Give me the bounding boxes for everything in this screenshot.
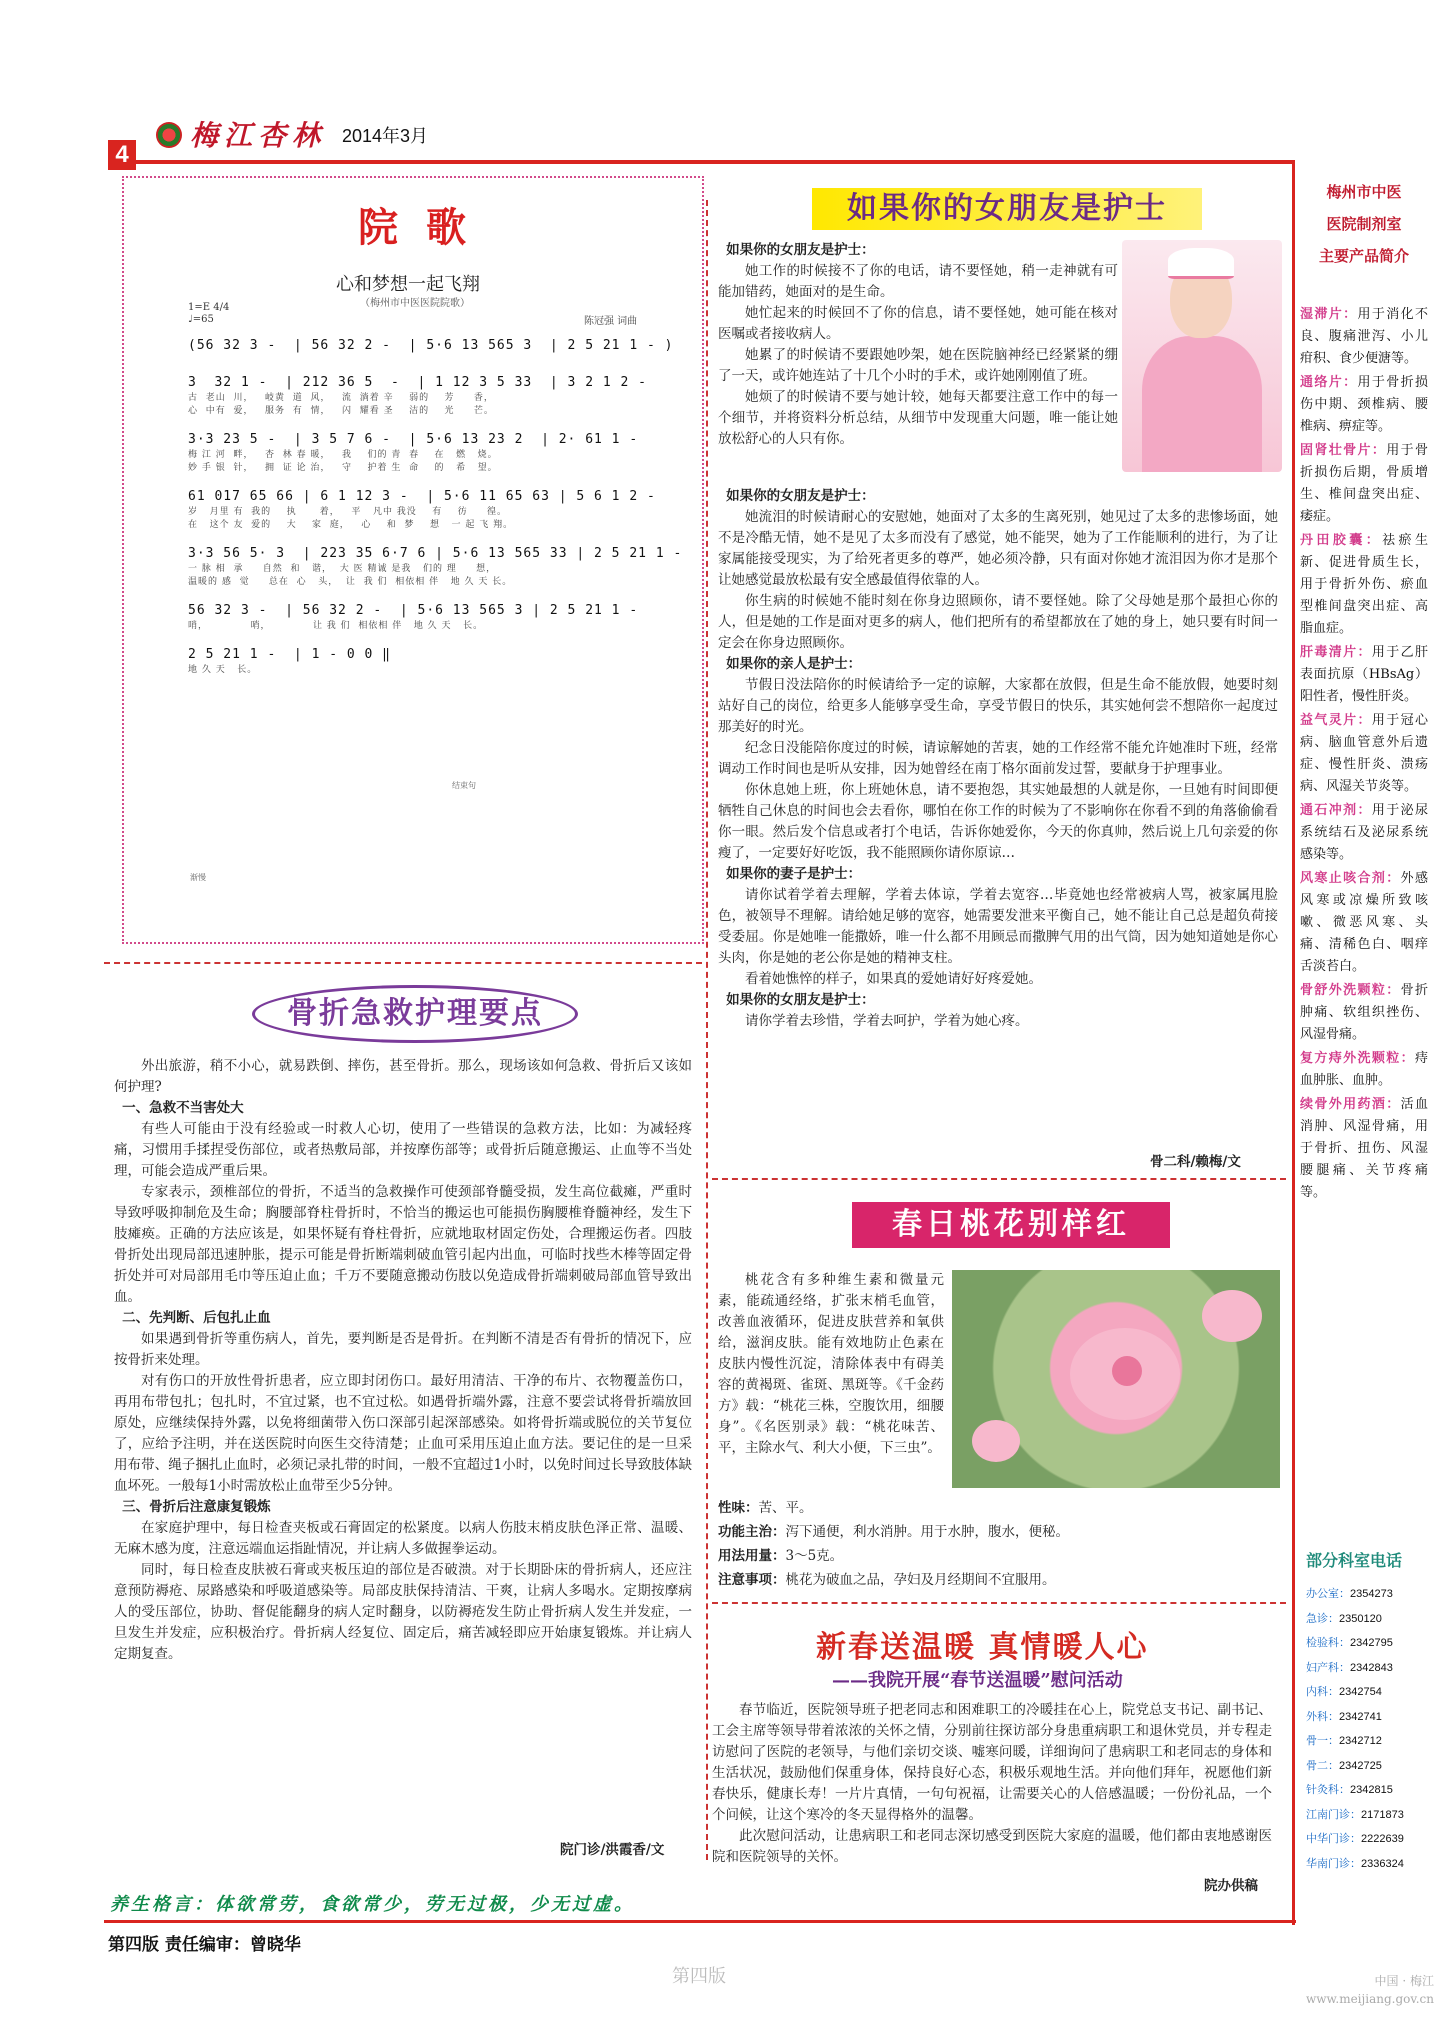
sidebar-title	[1302, 176, 1426, 272]
tempo-mark: ♩=65	[188, 314, 214, 325]
warmth-subtitle: ——我院开展“春节送温暖”慰问活动	[832, 1670, 1123, 1691]
score-line	[188, 647, 688, 675]
site-watermark	[1248, 1972, 1434, 2008]
product-name: 复方痔外洗颗粒：	[1300, 1051, 1415, 1066]
score-notes: 61 017 65 66 | 6 1 12 3 - | 5·6 11 65 63 | 5 6 1 2 -	[188, 489, 656, 504]
product-name: 续骨外用药酒：	[1300, 1097, 1401, 1112]
product-desc: 祛瘀生新、促进骨质生长，用于骨折外伤、瘀血型椎间盘突出症、高脂血症。	[1300, 533, 1428, 636]
paragraph: 春节临近，医院领导班子把老同志和困难职工的冷暖挂在心上，院党总支书记、副书记、工会主席等领导带着浓浓的关怀之情，分别前往探访部分身患重病职工和退休党员，并专程走访慰问了医院的老领导，与他们亲切交谈、嘘寒问暖，详细询问了患病职工和老同志的身体和生活状况，鼓励他们保重身体，保持良好心态，积极乐观地生活。并向他们拜年，祝愿他们新春快乐，健康长寿！一片片真情，一句句祝福，让需要关心的人倍感温暖；一份份礼品，一个个问候，让这个寒冷的冬天显得格外的温馨。	[712, 1702, 1272, 1823]
product-desc: 用于骨折损伤后期，骨质增生、椎间盘突出症、痿症。	[1300, 443, 1428, 524]
section-heading: 如果你的女朋友是护士：	[726, 992, 875, 1008]
girlfriend-body-top	[718, 240, 1118, 450]
score-notation	[188, 338, 688, 691]
peach-intro-text: 桃花含有多种维生素和微量元素，能疏通经络，扩张末梢毛血管，改善血液循环，促进皮肤营养和氧供给，滋润皮肤。能有效地防止色素在皮肤内慢性沉淀，清除体表中有碍美容的黄褐斑、雀斑、黑斑等。《千金药方》载：“桃花三株，空腹饮用，细腰身”。《名医别录》载：“桃花味苦、平，主除水气、利大小便，下三虫”。	[718, 1272, 944, 1456]
phone-row	[1306, 1607, 1432, 1632]
product-desc: 用于骨折损伤中期、颈椎病、腰椎病、痹症等。	[1300, 375, 1428, 434]
product-item	[1300, 980, 1428, 1046]
phone-label: 急诊：	[1306, 1612, 1339, 1625]
column-divider	[706, 200, 708, 1860]
paragraph: 她累了的时候请不要跟她吵架，她在医院脑神经已经紧紧的绷了一天，或许她连站了十几个小时的手术，或许她刚刚值了班。	[718, 347, 1118, 384]
fracture-byline: 院门诊/洪霞香/文	[560, 1842, 665, 1858]
paragraph: 有些人可能由于没有经验或一时救人心切，使用了一些错误的急救方法，比如：为减轻疼痛，习惯用手揉捏受伤部位，或者热敷局部，并按摩伤部等；或骨折后随意搬运、止血等不当处理，可能会造成严重后果。	[114, 1121, 692, 1179]
property-key: 功能主治：	[718, 1524, 786, 1540]
paragraph: 你生病的时候她不能时刻在你身边照顾你，请不要怪她。除了父母她是那个最担心你的人，但是她的工作是面对更多的病人，他们把所有的希望都放在了她的身上，她只要有时间一定会在你身边照顾你。	[718, 593, 1278, 651]
product-desc: 用于冠心病、脑血管意外后遗症、慢性肝炎、溃疡病、风湿关节炎等。	[1300, 713, 1428, 794]
section-divider-left	[104, 962, 702, 964]
score-line	[188, 603, 688, 631]
property-value: 桃花为破血之品，孕妇及月经期间不宜服用。	[785, 1572, 1056, 1588]
section-heading: 三、骨折后注意康复锻炼	[122, 1499, 271, 1515]
property-key: 性味：	[718, 1500, 759, 1516]
song-title: 心和梦想一起飞翔	[336, 274, 480, 295]
product-item	[1300, 304, 1428, 370]
girlfriend-body-bottom	[718, 486, 1278, 1032]
paragraph: 节假日没法陪你的时候请给予一定的谅解，大家都在放假，但是生命不能放假，她要时刻站好自己的岗位，给更多人能够享受生命，享受节假日的快乐，其实她何尝不想陪你一起度过那美好的时光。	[718, 677, 1278, 735]
score-notes: 3 32 1 - | 212 36 5 - | 1 12 3 5 33 | 3 2 1 2 -	[188, 375, 647, 390]
warmth-body	[712, 1700, 1272, 1868]
section-heading: 二、先判断、后包扎止血	[122, 1310, 271, 1326]
phone-label: 内科：	[1306, 1686, 1339, 1698]
product-name: 丹田胶囊：	[1300, 533, 1383, 548]
score-notes: (56 32 3 - | 56 32 2 - | 5·6 13 565 3 | 2 5 21 1 - )	[188, 338, 674, 353]
masthead-title: 梅江杏林	[190, 119, 327, 152]
section-heading: 如果你的女朋友是护士：	[726, 488, 875, 504]
product-list	[1300, 304, 1428, 1206]
score-line	[188, 338, 688, 353]
score-lyric: 岁 月里 有 我的 执 着， 平 凡中 我没 有 彷 徨。	[188, 507, 507, 517]
product-name: 益气灵片：	[1300, 713, 1372, 728]
phone-row	[1306, 1754, 1432, 1779]
phone-label: 外科：	[1306, 1710, 1339, 1723]
hospital-logo-icon	[156, 122, 182, 148]
song-subtitle: （梅州市中医医院院歌）	[360, 298, 470, 309]
phone-row	[1306, 1827, 1432, 1852]
warmth-byline: 院办供稿	[1204, 1878, 1258, 1894]
product-item	[1300, 530, 1428, 640]
score-lyric: 妙 手 银 针， 拥 证 论 治， 守 护着 生 命 的 希 望。	[188, 463, 498, 473]
watermark-line-1: 中国 · 梅江	[1374, 1974, 1434, 1988]
phone-row	[1306, 1803, 1432, 1828]
page-number-badge: 4	[108, 140, 136, 170]
score-line	[188, 432, 688, 473]
peach-title: 春日桃花别样红	[852, 1202, 1170, 1248]
paragraph: 请你学着去珍惜，学着去呵护，学着为她心疼。	[745, 1013, 1029, 1029]
paragraph: 她流泪的时候请耐心的安慰她，她面对了太多的生离死别，她见过了太多的悲惨场面，她不是冷酷无情，她不是见了太多而没有了感觉，她不能哭，她为了工作能顺利的进行，为了让家属能接受现实，为了给死者更多的尊严，她必须冷静，只有面对你她才流泪因为你才是那个让她感觉最放松最有安全感最值得依靠的人。	[718, 509, 1278, 588]
coda-label: 结束句	[452, 781, 476, 790]
paragraph: 此次慰问活动，让患病职工和老同志深切感受到医院大家庭的温暖，他们都由衷地感谢医院和医院领导的关怀。	[712, 1828, 1272, 1865]
paragraph: 专家表示，颈椎部位的骨折，不适当的急救操作可使颈部脊髓受损，发生高位截瘫，严重时导致呼吸抑制危及生命；胸腰部脊柱骨折时，不恰当的搬运也可能损伤胸腰椎脊髓神经，发生下肢瘫痪。正确的方法应该是，如果怀疑有脊柱骨折，应就地取材固定伤处，合理搬运伤者。四肢骨折处出现局部迅速肿胀，提示可能是骨折断端刺破血管引起内出血，可临时找些木棒等固定骨折处并可对局部用毛巾等压迫止血；千万不要随意搬动伤肢以免造成骨折端刺破局部血管导致出血。	[114, 1184, 692, 1305]
phone-row	[1306, 1729, 1432, 1754]
girlfriend-byline: 骨二科/赖梅/文	[1150, 1154, 1241, 1170]
score-line	[188, 489, 688, 530]
phone-label: 妇产科：	[1306, 1661, 1350, 1674]
health-motto: 养生格言：体欲常劳，食欲常少，劳无过极，少无过虚。	[110, 1894, 635, 1915]
score-lyric: 一 脉 相 承 自然 和 谐， 大 医 精诚 是我 们的 理 想，	[188, 564, 497, 574]
score-notes: 3·3 56 5· 3 | 223 35 6·7 6 | 5·6 13 565 33 | 2 5 21 1 -	[188, 546, 683, 561]
peach-property	[718, 1496, 1278, 1520]
product-desc: 用于消化不良、腹痛泄泻、小儿疳积、食少便溏等。	[1300, 307, 1428, 366]
phone-label: 检验科：	[1306, 1637, 1350, 1649]
section-divider-right-1	[712, 1178, 1286, 1180]
section-heading: 一、急救不当害处大	[122, 1100, 244, 1116]
product-item	[1300, 868, 1428, 978]
paragraph: 如果遇到骨折等重伤病人，首先，要判断是否是骨折。在判断不清是否有骨折的情况下，应按骨折来处理。	[114, 1331, 692, 1368]
phone-number: 2342795	[1350, 1637, 1393, 1649]
score-lyric: 哨， 哨， 让 我 们 相依相 伴 地 久 天 长。	[188, 621, 484, 631]
paragraph: 外出旅游，稍不小心，就易跌倒、摔伤，甚至骨折。那么，现场该如何急救、骨折后又该如何护理?	[114, 1058, 692, 1095]
product-name: 通络片：	[1300, 375, 1358, 390]
score-notes: 2 5 21 1 - | 1 - 0 0 ‖	[188, 647, 392, 662]
paragraph: 同时，每日检查皮肤被石膏或夹板压迫的部位是否破溃。对于长期卧床的骨折病人，还应注意预防褥疮、尿路感染和呼吸道感染等。局部皮肤保持清洁、干爽，让病人多喝水。定期按摩病人的受压部位，协助、督促能翻身的病人定时翻身，以防褥疮发生防止骨折病人发生并发症，一旦发生并发症，应积极治疗。骨折病人经复位、固定后，痛苦减轻即应开始康复锻炼。并让病人定期复查。	[114, 1562, 692, 1662]
paragraph: 她工作的时候接不了你的电话，请不要怪她，稍一走神就有可能加错药，她面对的是生命。	[718, 263, 1118, 300]
product-name: 固肾壮骨片：	[1300, 443, 1387, 458]
phone-number: 2342712	[1339, 1735, 1382, 1747]
peach-property	[718, 1568, 1278, 1592]
phone-row	[1306, 1680, 1432, 1705]
score-notes: 56 32 3 - | 56 32 2 - | 5·6 13 565 3 | 2 5 21 1 -	[188, 603, 639, 618]
property-key: 注意事项：	[718, 1572, 786, 1588]
product-item	[1300, 1094, 1428, 1204]
phone-row	[1306, 1582, 1432, 1607]
slow-label: 渐慢	[190, 873, 206, 882]
phone-number: 2342754	[1339, 1686, 1382, 1698]
fracture-title: 骨折急救护理要点	[252, 985, 578, 1043]
phone-number: 2171873	[1361, 1808, 1404, 1821]
top-divider	[136, 160, 1293, 164]
score-notes: 3·3 23 5 - | 3 5 7 6 - | 5·6 13 23 2 | 2· 61 1 -	[188, 432, 639, 447]
peach-properties	[718, 1496, 1278, 1592]
property-value: 苦、平。	[758, 1500, 813, 1516]
phone-number: 2342725	[1339, 1759, 1382, 1772]
sidebar-title-line-1: 梅州市中医	[1326, 183, 1402, 201]
phone-label: 办公室：	[1306, 1588, 1350, 1600]
product-name: 通石冲剂：	[1300, 803, 1372, 818]
section-heading: 如果你的女朋友是护士：	[726, 242, 875, 258]
paragraph: 在家庭护理中，每日检查夹板或石膏固定的松紧度。以病人伤肢末梢皮肤色泽正常、温暖、无麻木感为度，注意远端血运指趾情况，并让病人多做握拳运动。	[114, 1520, 692, 1557]
phone-row	[1306, 1852, 1432, 1877]
phone-label: 骨一：	[1306, 1735, 1339, 1747]
phone-number: 2350120	[1339, 1612, 1382, 1625]
phone-list	[1306, 1582, 1432, 1876]
product-item	[1300, 710, 1428, 798]
product-item	[1300, 642, 1428, 708]
girlfriend-title: 如果你的女朋友是护士	[812, 188, 1202, 230]
product-name: 湿滞片：	[1300, 307, 1358, 322]
watermark-line-2: www.meijiang.gov.cn	[1306, 1992, 1434, 2006]
score-lyric: 心 中有 爱， 服务 有 情， 闪 耀看 圣 洁的 光 芒。	[188, 406, 494, 416]
phone-row	[1306, 1656, 1432, 1681]
peach-property	[718, 1544, 1278, 1568]
song-key	[188, 302, 229, 326]
phone-row	[1306, 1631, 1432, 1656]
phone-label: 江南门诊：	[1306, 1808, 1361, 1821]
phone-row	[1306, 1778, 1432, 1803]
score-lyric: 梅 江 河 畔， 杏 林 春 暖， 我 们的 青 春 在 燃 烧。	[188, 450, 498, 460]
section-heading: 如果你的妻子是护士：	[726, 866, 862, 882]
sidebar-title-line-3: 主要产品简介	[1318, 247, 1409, 265]
score-lyric: 在 这个 友 爱的 大 家 庭， 心 和 梦 想 一 起 飞 翔。	[188, 520, 514, 530]
paragraph: 请你试着学着去理解，学着去体谅，学着去宽容…毕竟她也经常被病人骂，被家属甩脸色，被领导不理解。请给她足够的宽容，她需要发泄来平衡自己，她不能让自己总是超负荷接受委屈。你是她唯一能撒娇，唯一什么都不用顾忌而撒脾气用的出气筒，因为她知道她是你心头肉，你是她的老公你是她的精神支柱。	[718, 887, 1278, 966]
score-line	[188, 546, 688, 587]
paragraph: 她忙起来的时候回不了你的信息，请不要怪她，她可能在核对医嘱或者接收病人。	[718, 305, 1118, 342]
product-item	[1300, 440, 1428, 528]
product-name: 风寒止咳合剂：	[1300, 871, 1401, 886]
paragraph: 她烦了的时候请不要与她计较，她每天都要注意工作中的每一个细节，并将资料分析总结，从细节中发现重大问题，唯一能让她放松舒心的人只有你。	[718, 389, 1118, 447]
sidebar-divider	[1292, 160, 1295, 1925]
property-value: 泻下通便，利水消肿。用于水肿，腹水，便秘。	[785, 1524, 1069, 1540]
product-desc: 用于乙肝表面抗原（HBsAg）阳性者，慢性肝炎。	[1300, 645, 1428, 704]
sidebar-title-line-2: 医院制剂室	[1326, 215, 1402, 233]
masthead-date: 2014年3月	[342, 126, 429, 146]
phone-number: 2336324	[1361, 1857, 1404, 1870]
phone-number: 2342815	[1350, 1784, 1393, 1796]
bottom-divider	[104, 1920, 1296, 1923]
peach-property	[718, 1520, 1278, 1544]
product-item	[1300, 372, 1428, 438]
product-item	[1300, 1048, 1428, 1092]
phones-title: 部分科室电话	[1306, 1551, 1403, 1570]
property-value: 3～5克。	[785, 1548, 844, 1564]
phone-number: 2354273	[1350, 1588, 1393, 1600]
phone-label: 针灸科：	[1306, 1784, 1350, 1796]
product-name: 肝毒清片：	[1300, 645, 1372, 660]
score-lyric: 温暖的 感 觉 总在 心 头， 让 我 们 相依相 伴 地 久 天 长。	[188, 577, 513, 587]
fracture-body	[114, 1056, 692, 1665]
warmth-title: 新春送温暖 真情暖人心	[816, 1630, 1149, 1665]
section-heading: 如果你的亲人是护士：	[726, 656, 862, 672]
song-author: 陈冠强 词曲	[584, 316, 638, 327]
phone-number: 2342843	[1350, 1661, 1393, 1674]
phone-number: 2222639	[1361, 1833, 1404, 1845]
anthem-title: 院歌	[358, 204, 494, 251]
phone-number: 2342741	[1339, 1710, 1382, 1723]
paragraph: 你休息她上班，你上班她休息，请不要抱怨，其实她最想的人就是你，一旦她有时间即便牺牲自己休息的时间也会去看你，哪怕在你工作的时候为了不影响你在你看不到的角落偷偷看你一眼。然后发个信息或者打个电话，告诉你她爱你，今天的你真帅，然后说上几句亲爱的你瘦了，一定要好好吃饭，我不能照顾你请你原谅…	[718, 782, 1278, 861]
edition-editor: 第四版 责任编审：曾晓华	[108, 1935, 301, 1955]
paragraph: 对有伤口的开放性骨折患者，应立即封闭伤口。最好用清洁、干净的布片、衣物覆盖伤口，再用布带包扎；包扎时，不宜过紧，也不宜过松。如遇骨折端外露，注意不要尝试将骨折端放回原处，应继续保持外露，以免将细菌带入伤口深部引起深部感染。如将骨折端或脱位的关节复位了，应给予注明，并在送医院时向医生交待清楚；止血可采用压迫止血方法。要记住的是一旦采用布带、绳子捆扎止血时，必须记录扎带的时间，一般不宜超过1小时，以免时间过长导致肢体缺血坏死。一般每1小时需放松止血带至少5分钟。	[114, 1373, 692, 1494]
paragraph: 纪念日没能陪你度过的时候，请谅解她的苦衷，她的工作经常不能允许她准时下班，经常调动工作时间也是听从安排，因为她曾经在南丁格尔面前发过誓，要献身于护理事业。	[718, 740, 1278, 777]
score-lyric: 古 老山 川， 岐黄 道 风， 流 淌着 辛 弱的 芳 香，	[188, 393, 494, 403]
product-item	[1300, 800, 1428, 866]
product-desc: 痔血肿胀、血肿。	[1300, 1051, 1428, 1088]
score-line	[188, 375, 688, 416]
property-key: 用法用量：	[718, 1548, 786, 1564]
peach-intro	[718, 1270, 944, 1459]
peach-blossom-photo	[952, 1270, 1280, 1488]
product-desc: 骨折肿痛、软组织挫伤、风湿骨痛。	[1300, 983, 1428, 1042]
phone-label: 华南门诊：	[1306, 1857, 1361, 1870]
product-desc: 用于泌尿系统结石及泌尿系统感染等。	[1300, 803, 1428, 862]
phone-label: 中华门诊：	[1306, 1833, 1361, 1845]
product-desc: 活血消肿、风湿骨痛，用于骨折、扭伤、风湿腰腿痛、关节疼痛等。	[1300, 1097, 1428, 1200]
key-signature: 1=E 4/4	[188, 302, 230, 313]
nurse-photo	[1122, 240, 1282, 472]
product-desc: 外感风寒或凉燥所致咳嗽、微恶风寒、头痛、清稀色白、咽痒舌淡苔白。	[1300, 871, 1428, 974]
product-name: 骨舒外洗颗粒：	[1300, 983, 1401, 998]
edition-label: 第四版	[672, 1966, 726, 1987]
paragraph: 看着她憔悴的样子，如果真的爱她请好好疼爱她。	[745, 971, 1042, 987]
phone-label: 骨二：	[1306, 1759, 1339, 1772]
section-divider-right-2	[712, 1602, 1286, 1604]
score-lyric: 地 久 天 长。	[188, 665, 258, 675]
phone-row	[1306, 1705, 1432, 1730]
